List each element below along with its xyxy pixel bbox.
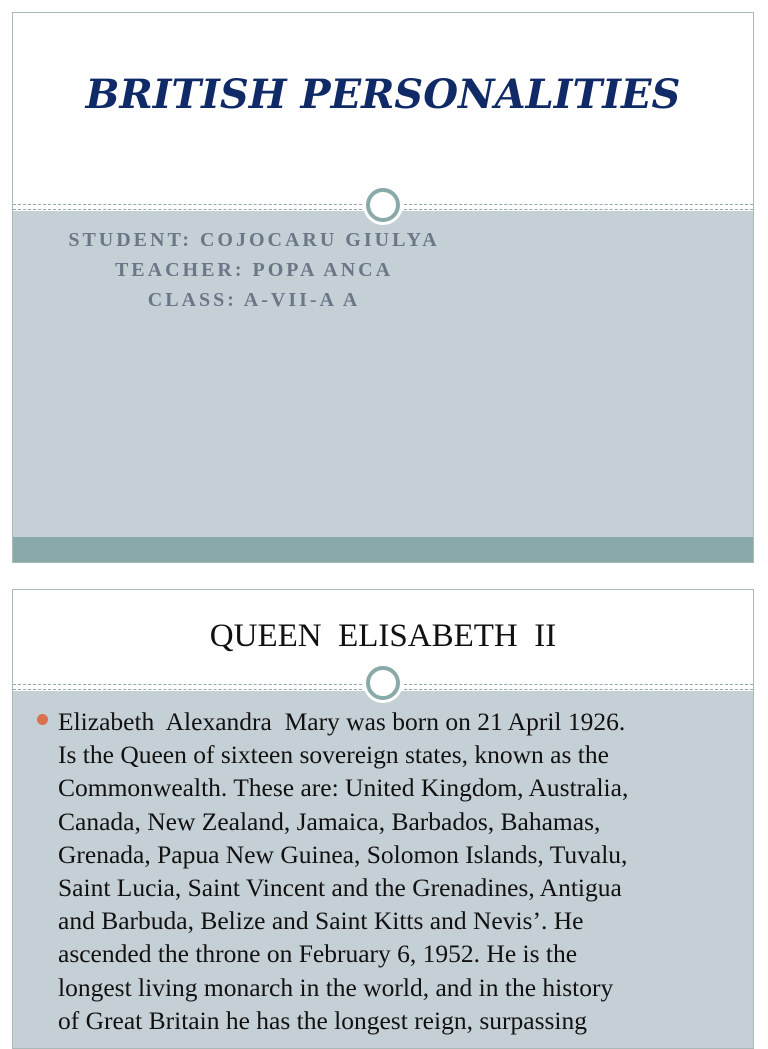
- circle-ornament-icon: [366, 188, 400, 222]
- title-area: [13, 13, 753, 206]
- student-line: STUDENT: COJOCARU GIULYA: [68, 229, 440, 251]
- slide-title: QUEEN ELISABETH II: [209, 618, 557, 654]
- bullet-paragraph: [58, 705, 748, 1037]
- bullet-line: of Great Britain he has the longest reign, surpassing: [58, 1005, 588, 1035]
- content-slide: [12, 589, 754, 1049]
- subtitle-block: [13, 225, 495, 315]
- class-line: CLASS: A-VII-A A: [147, 289, 361, 311]
- bullet-line: Saint Lucia, Saint Vincent and the Grenadines, Antigua: [58, 873, 622, 903]
- teacher-line: TEACHER: POPA ANCA: [114, 259, 394, 281]
- bullet-line: Commonwealth. These are: United Kingdom, Australia,: [58, 773, 629, 803]
- bullet-line: ascended the throne on February 6, 1952. He is the: [58, 939, 578, 969]
- bullet-line: longest living monarch in the world, and in the history: [58, 972, 614, 1002]
- bullet-line: Is the Queen of sixteen sovereign states, known as the: [58, 740, 609, 770]
- presentation-title: BRITISH PERSONALITIES: [85, 71, 681, 118]
- bullet-line: Elizabeth Alexandra Mary was born on 21 April 1926.: [58, 707, 626, 736]
- bullet-line: and Barbuda, Belize and Saint Kitts and Nevis’. He: [58, 906, 584, 936]
- footer-bar: [13, 537, 753, 563]
- bullet-icon: [37, 714, 48, 725]
- circle-ornament-icon: [366, 666, 400, 700]
- title-slide: [12, 12, 754, 563]
- bullet-line: Canada, New Zealand, Jamaica, Barbados, Bahamas,: [58, 806, 601, 836]
- bullet-line: Grenada, Papua New Guinea, Solomon Islands, Tuvalu,: [58, 839, 628, 869]
